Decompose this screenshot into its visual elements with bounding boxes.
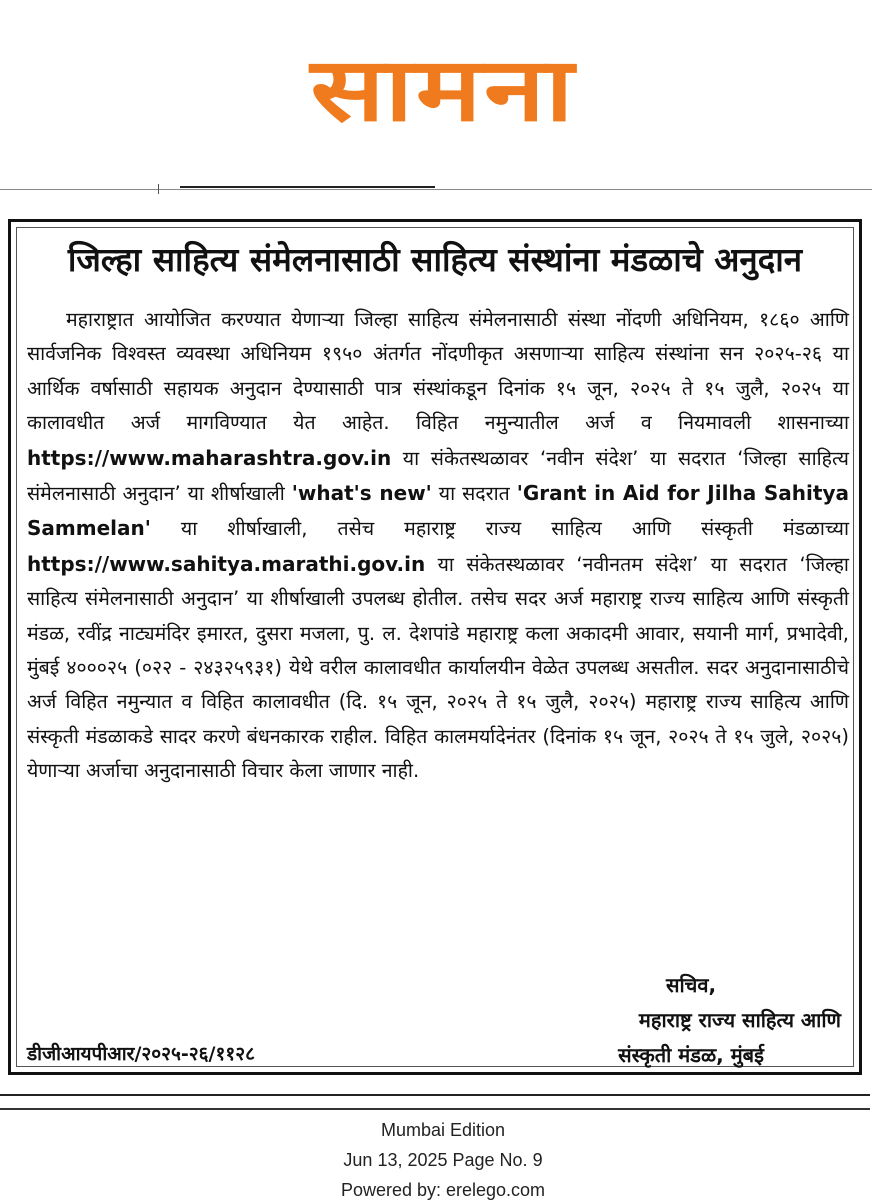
notice-inner-border <box>16 227 854 1067</box>
signature-org-line1: महाराष्ट्र राज्य साहित्य आणि <box>638 1008 841 1032</box>
sahitya-url-link[interactable]: https://www.sahitya.marathi.gov.in <box>27 551 426 576</box>
notice-body <box>27 303 849 789</box>
notice-headline: जिल्हा साहित्य संमेलनासाठी साहित्य संस्थांना मंडळाचे अनुदान <box>67 240 803 279</box>
notice-box <box>8 219 862 1075</box>
footer-date-page: Jun 13, 2025 Page No. 9 <box>343 1150 543 1170</box>
body-text-3: या सदरात <box>431 482 517 506</box>
footer-edition: Mumbai Edition <box>380 1120 506 1140</box>
reference-number: डीजीआयपीआर/२०२५-२६/११२८ <box>27 1043 256 1065</box>
body-text-5: या संकेतस्थळावर ‘नवीनतम संदेश’ या सदरात ‘जिल्हा साहित्य संमेलनासाठी अनुदान’ या शीर्षाखाली उपलब्ध होतील. तसेच सदर अर्ज महाराष्ट्र राज्य साहित्य आणि संस्कृती मंडळ, रवींद्र नाट्यमंदिर इमारत, दुसरा मजला, पु. ल. देशपांडे महाराष्ट्र कला अकादमी आवार, सयानी मार्ग, प्रभादेवी, मुंबई ४०००२५ (०२२ - २४३२५९३१) येथे वरील कालावधीत कार्यालयीन वेळेत उपलब्ध असतील. सदर अनुदानासाठीचे अर्ज विहित नमुन्यात व विहित कालावधीत (दि. १५ जून, २०२५ ते १५ जुलै, २०२५) महाराष्ट्र राज्य साहित्य आणि संस्कृती मंडळाकडे सादर करणे बंधनकारक राहील. विहित कालमर्यादेनंतर (दिनांक १५ जून, २०२५ ते १५ जुले, २०२५) येणाऱ्या अर्जाचा अनुदानासाठी विचार केला जाणार नाही. <box>27 552 849 783</box>
footer-powered-by: Powered by: erelego.com <box>340 1180 546 1200</box>
signature-title: सचिव, <box>665 973 717 997</box>
whats-new-text: 'what's new' <box>291 481 432 506</box>
header-tick <box>158 184 159 194</box>
body-text-4: या शीर्षाखाली, तसेच महाराष्ट्र राज्य साहित्य आणि संस्कृती मंडळाच्या <box>150 517 849 541</box>
maharashtra-url-link[interactable]: https://www.maharashtra.gov.in <box>27 445 392 470</box>
header-rule <box>0 189 872 190</box>
samana-logo: सामना <box>310 38 576 141</box>
body-text-1: महाराष्ट्रात आयोजित करण्यात येणाऱ्या जिल्हा साहित्य संमेलनासाठी संस्था नोंदणी अधिनियम, १८६० आणि सार्वजनिक विश्वस्त व्यवस्था अधिनियम १९५० अंतर्गत नोंदणीकृत असणाऱ्या साहित्य संस्थांना सन २०२५-२६ या आर्थिक वर्षासाठी सहायक अनुदान देण्यासाठी पात्र संस्थांकडून दिनांक १५ जून, २०२५ ते १५ जुलै, २०२५ या कालावधीत अर्ज मागविण्यात येत आहेत. विहित नमुन्यातील अर्ज व नियमावली शासनाच्या <box>27 308 849 435</box>
header-rule-accent <box>180 186 435 188</box>
masthead <box>0 40 886 140</box>
footer-rule <box>0 1094 870 1096</box>
signature-block <box>541 968 841 1073</box>
signature-org-line2: संस्कृती मंडळ, मुंबई <box>618 1043 764 1067</box>
body-text-2: या संकेतस्थळावर ‘नवीन संदेश’ या सदरात ‘जिल्हा साहित्य संमेलनासाठी अनुदान’ या शीर्षाखाली <box>27 446 849 506</box>
grant-in-aid-text: 'Grant in Aid for Jilha Sahitya Sammelan' <box>27 481 849 541</box>
footer-rule-2 <box>0 1108 870 1110</box>
